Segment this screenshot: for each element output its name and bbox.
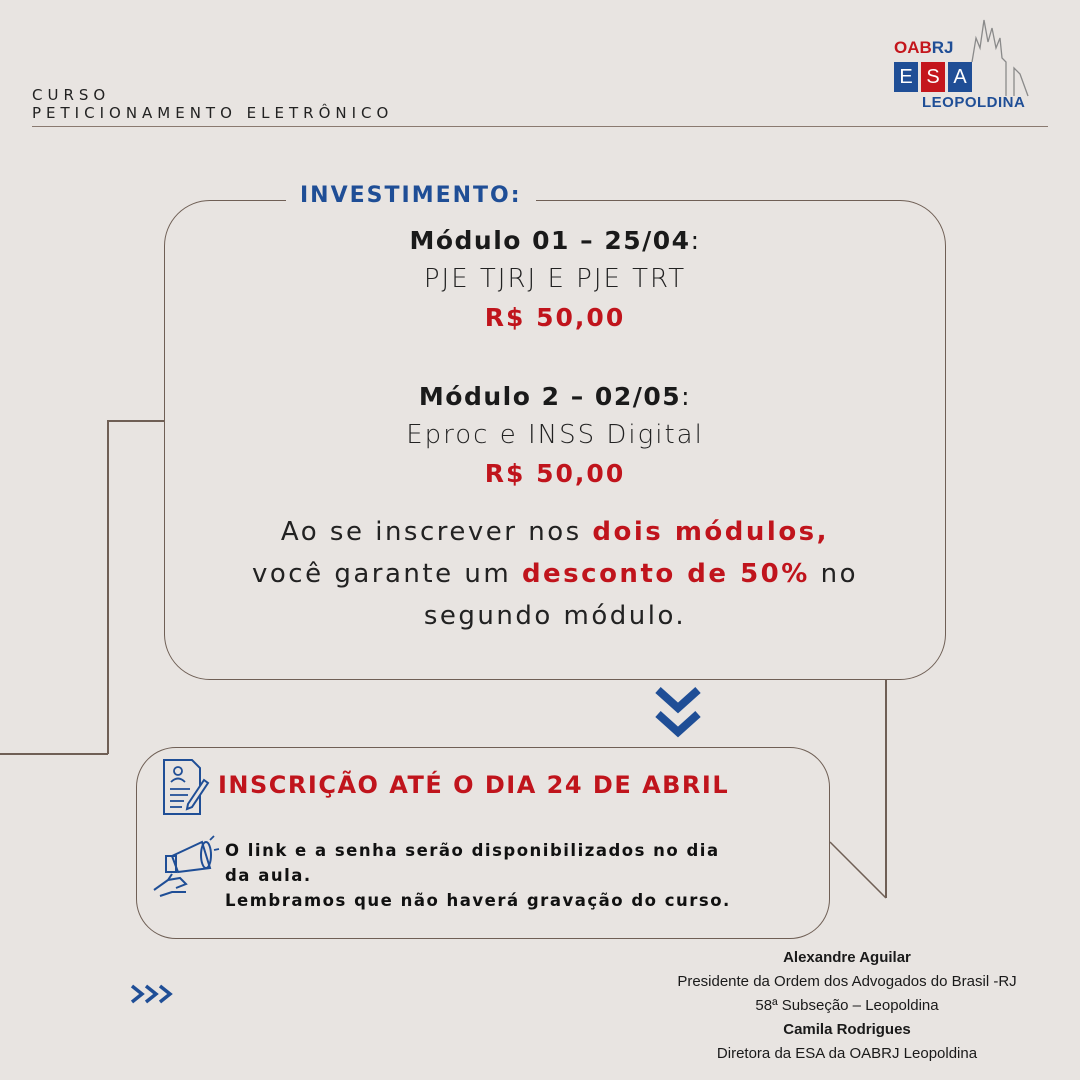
signatory1-name: Alexandre Aguilar (783, 949, 911, 966)
module1-title (164, 223, 946, 259)
connector-line (0, 753, 108, 755)
oabrj-esa-logo (890, 18, 1050, 118)
signatory2-role: Diretora da ESA da OABRJ Leopoldina (716, 1045, 978, 1062)
module1-colon: : (690, 226, 701, 255)
signatory1-subsection: 58ª Subseção – Leopoldina (755, 997, 939, 1014)
course-title (32, 86, 393, 122)
notice-line1: O link e a senha serão disponibilizados no dia (225, 841, 720, 860)
megaphone-hand-icon (150, 834, 220, 900)
module2-title (164, 379, 946, 415)
double-chevron-down-icon (652, 686, 704, 740)
promo-line3: segundo módulo. (423, 601, 687, 631)
module2 (164, 379, 946, 493)
promo-text: no (809, 559, 858, 589)
header-divider (32, 126, 1048, 127)
signatory1-role: Presidente da Ordem dos Advogados do Brasil -RJ (677, 973, 1017, 990)
promo-line2 (164, 553, 946, 595)
logo-leopoldina: LEOPOLDINA (922, 94, 1026, 111)
promo-highlight-discount: desconto de 50% (521, 559, 810, 589)
logo-rj: RJ (931, 38, 954, 57)
triple-chevron-right-icon (130, 982, 178, 1006)
connector-line (107, 420, 165, 422)
logo-letter-e: E (894, 62, 918, 92)
module1 (164, 223, 946, 337)
logo-oab: OAB (894, 38, 932, 57)
signatory2-name: Camila Rodrigues (783, 1021, 911, 1038)
module1-title-text: Módulo 01 – 25/04 (409, 226, 691, 255)
registration-deadline: INSCRIÇÃO ATÉ O DIA 24 DE ABRIL (218, 771, 730, 799)
logo-letter-s: S (921, 62, 945, 92)
promo-highlight-modules: dois módulos (592, 517, 817, 547)
investment-label: INVESTIMENTO: (286, 183, 536, 208)
discount-promo (164, 511, 946, 637)
promo-comma: , (816, 517, 830, 547)
module2-price: R$ 50,00 (484, 459, 626, 488)
module1-price: R$ 50,00 (484, 303, 626, 332)
signature-block (640, 946, 1054, 1066)
promo-line1 (164, 511, 946, 553)
module2-subtitle: Eproc e INSS Digital (406, 420, 704, 450)
logo-letter-a: A (948, 62, 972, 92)
registration-notice (225, 838, 785, 913)
connector-line (107, 420, 109, 754)
logo-oabrj-text (894, 38, 954, 58)
promo-text: você garante um (252, 559, 522, 589)
module2-title-text: Módulo 2 – 02/05 (418, 382, 682, 411)
course-name: PETICIONAMENTO ELETRÔNICO (32, 104, 394, 122)
module1-subtitle: PJE TJRJ E PJE TRT (423, 264, 687, 294)
building-outline-icon (962, 18, 1042, 98)
notice-line2: da aula. (225, 866, 312, 885)
module2-colon: : (681, 382, 692, 411)
course-label: CURSO (32, 86, 111, 104)
document-pen-icon (160, 758, 210, 816)
notice-line3: Lembramos que não haverá gravação do curso. (225, 891, 731, 910)
connector-diagonal (828, 840, 890, 902)
promo-text: Ao se inscrever nos (280, 517, 593, 547)
